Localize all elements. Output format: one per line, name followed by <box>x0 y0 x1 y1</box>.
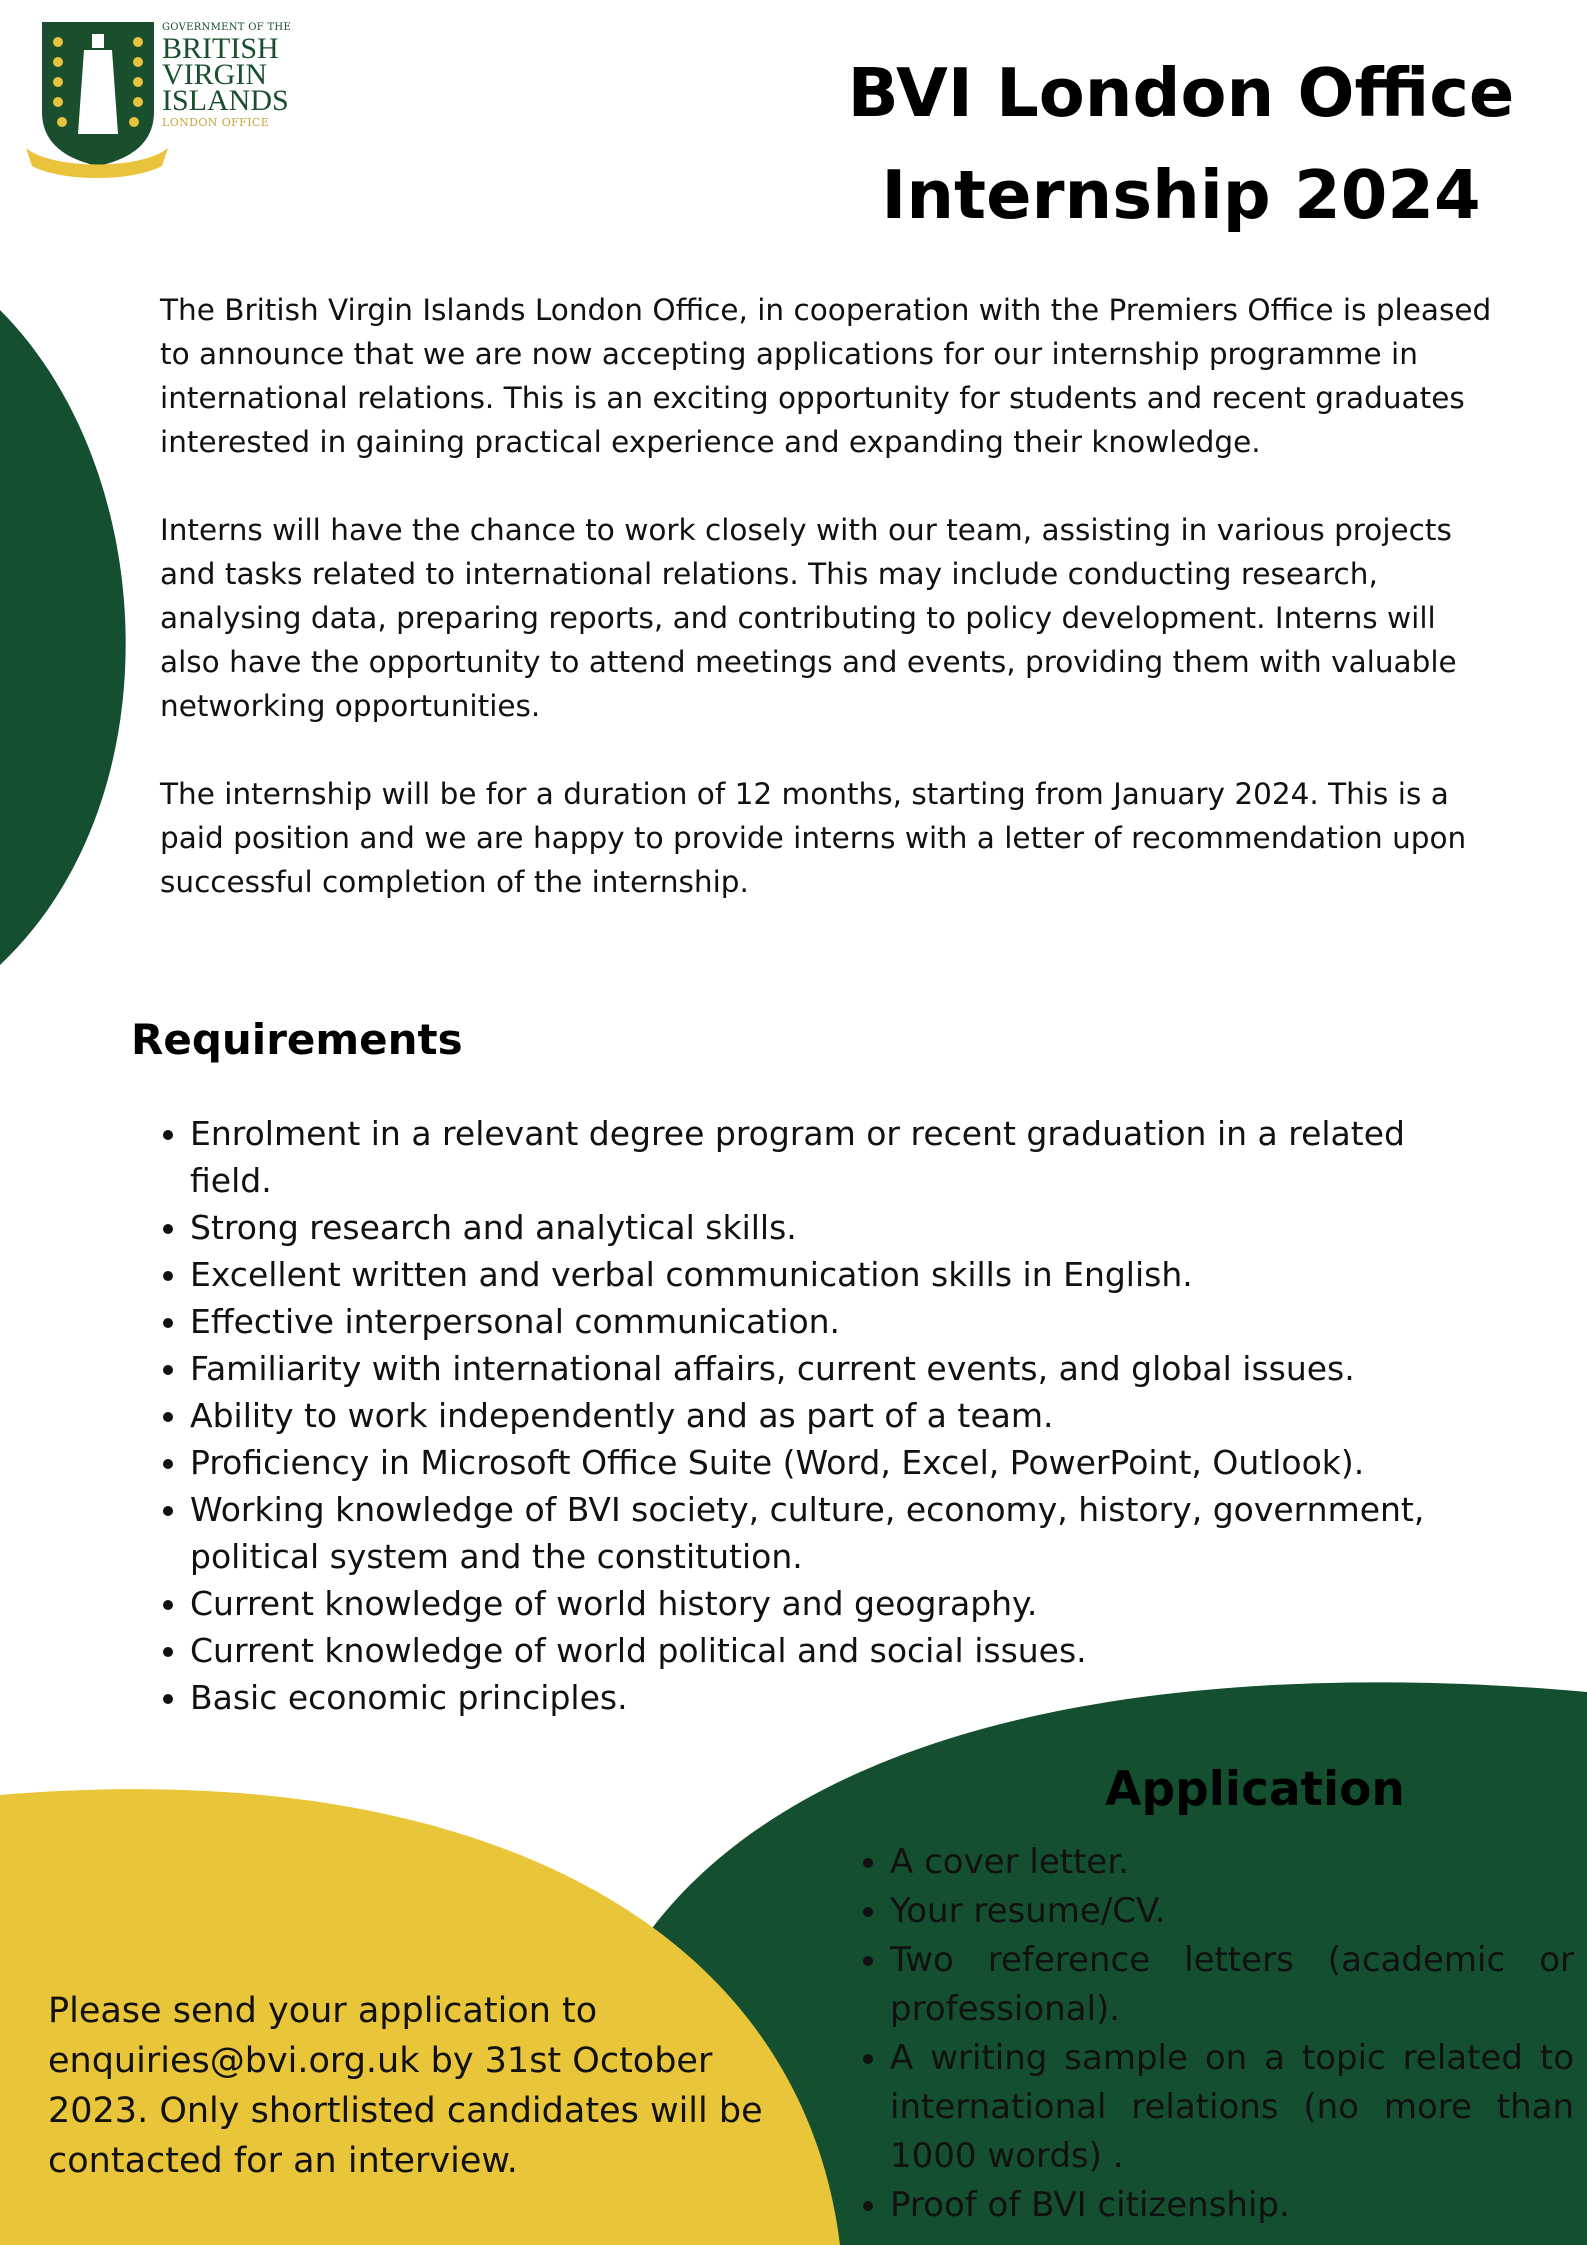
list-item: • Excellent written and verbal communication skills in English. <box>190 1251 1460 1298</box>
list-item: • Proficiency in Microsoft Office Suite (Word, Excel, PowerPoint, Outlook). <box>190 1439 1460 1486</box>
page-title <box>801 42 1561 246</box>
list-item: • A writing sample on a topic related to international relations (no more than 1000 words) . <box>890 2034 1574 2181</box>
contact-text: Please send your application to enquiries@bvi.org.uk by 31st October 2023. Only shortlisted candidates will be contacted for an interview. <box>48 1991 763 2181</box>
page-title-line-2: Internship 2024 <box>881 156 1481 234</box>
application-list <box>862 1838 1574 2230</box>
list-item: • Ability to work independently and as part of a team. <box>190 1392 1460 1439</box>
intro-paragraph: The internship will be for a duration of 12 months, starting from January 2024. This is a paid position and we are happy to provide interns with a letter of recommendation upon successful completion of the internship. <box>160 777 1467 899</box>
list-item: • Basic economic principles. <box>190 1674 1460 1721</box>
list-item: • Two reference letters (academic or professional). <box>890 1936 1574 2034</box>
list-item: • Your resume/CV. <box>890 1887 1574 1936</box>
requirements-list <box>162 1110 1460 1721</box>
logo-name-line: ISLANDS <box>162 84 289 117</box>
page-title-line-1: BVI London Office <box>847 54 1515 132</box>
list-item: • Current knowledge of world political and social issues. <box>190 1627 1460 1674</box>
logo-government-text: GOVERNMENT OF THE <box>162 22 292 33</box>
requirements-heading: Requirements <box>131 1015 463 1064</box>
list-item: • Enrolment in a relevant degree program or recent graduation in a related field. <box>190 1110 1460 1204</box>
list-item: • Proof of BVI citizenship. <box>890 2181 1574 2230</box>
coat-of-arms-shield-icon <box>22 20 172 180</box>
list-item: • A cover letter. <box>890 1838 1574 1887</box>
bvi-logo <box>22 20 292 180</box>
intro-paragraph: Interns will have the chance to work closely with our team, assisting in various projects and tasks related to international relations. This may include conducting research, analysing data, preparing reports, and contributing to policy development. Interns will also have the opportunity to attend meetings and events, providing them with valuable networking opportunities. <box>160 513 1457 723</box>
list-item: • Current knowledge of world history and geography. <box>190 1580 1460 1627</box>
list-item: • Strong research and analytical skills. <box>190 1204 1460 1251</box>
list-item: • Effective interpersonal communication. <box>190 1298 1460 1345</box>
list-item: • Familiarity with international affairs, current events, and global issues. <box>190 1345 1460 1392</box>
left-green-arc <box>0 310 126 965</box>
intro-section <box>160 288 1500 948</box>
application-heading: Application <box>1105 1762 1405 1817</box>
logo-name <box>162 32 302 117</box>
intro-paragraph: The British Virgin Islands London Office, in cooperation with the Premiers Office is pleased to announce that we are now accepting applications for our internship programme in international relations. This is an exciting opportunity for students and recent graduates interested in gaining practical experience and expanding their knowledge. <box>160 293 1492 459</box>
logo-name-line: BRITISH <box>162 32 279 65</box>
list-item: • Working knowledge of BVI society, culture, economy, history, government, political system and the constitution. <box>190 1486 1460 1580</box>
logo-name-line: VIRGIN <box>162 58 267 91</box>
logo-office-text: LONDON OFFICE <box>162 116 270 129</box>
